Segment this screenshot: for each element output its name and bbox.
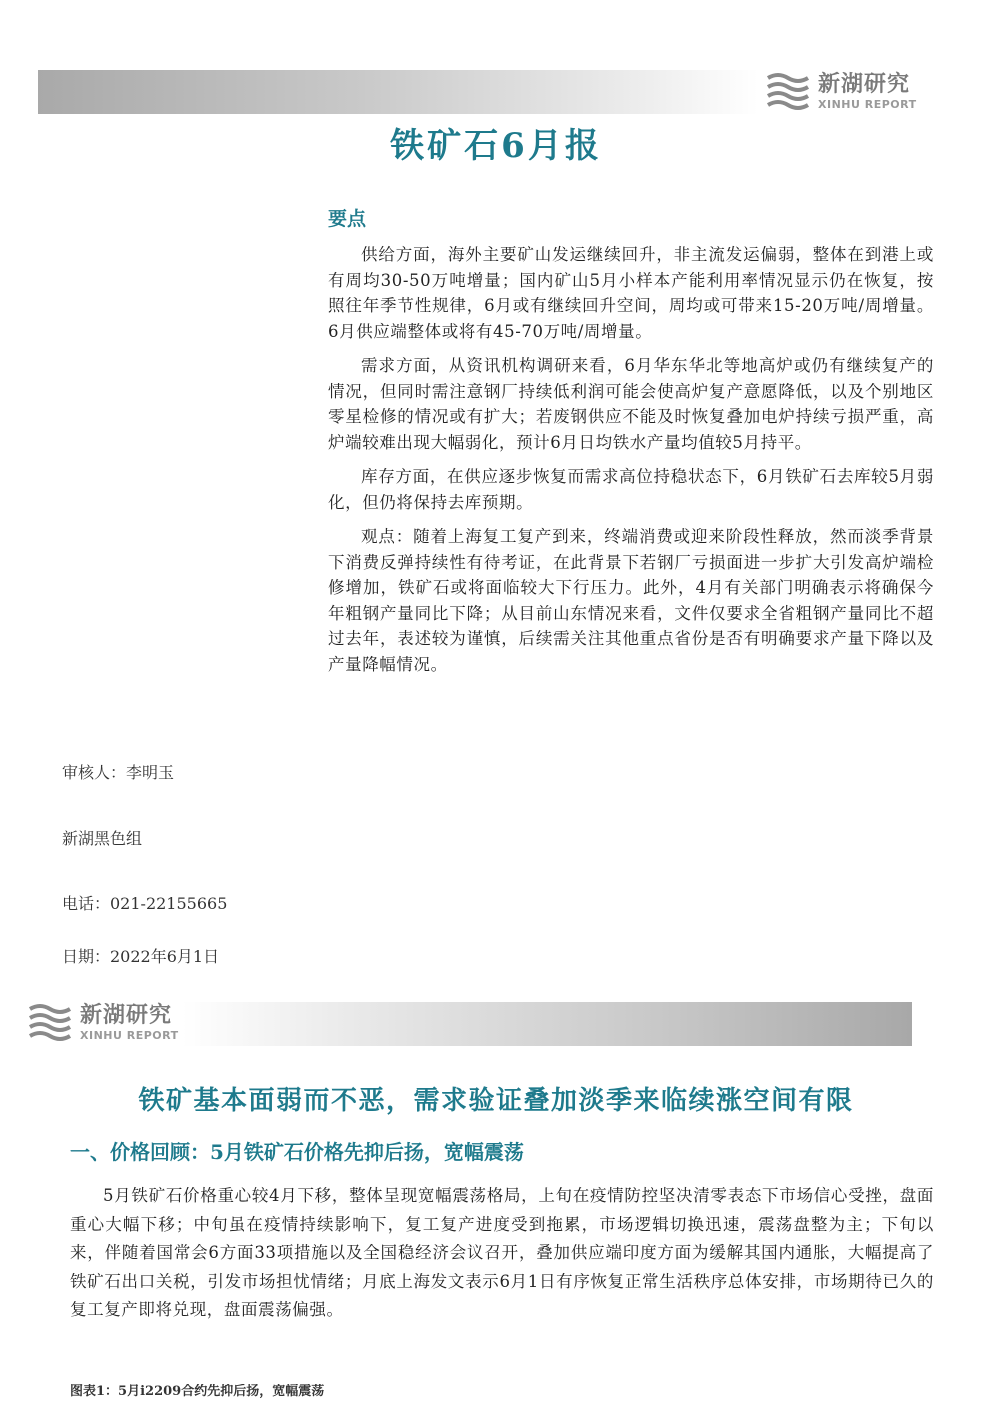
keypoint-demand: 需求方面，从资讯机构调研来看，6月华东华北等地高炉或仍有继续复产的情况，但同时需注意钢厂持续低利润可能会使高炉复产意愿降低，以及个别地区零星检修的情况或有扩大；若废钢供应不能及时恢复叠加电炉持续亏损严重，高炉端较难出现大幅弱化，预计6月日均铁水产量均值较5月持平。 (328, 356, 934, 452)
report-title: 铁矿石6月报 (390, 126, 602, 166)
phone-line: 电话：021-22155665 (62, 894, 228, 913)
waves-logo-icon (766, 72, 812, 112)
brand-name-en: XINHU REPORT (80, 1029, 179, 1042)
keypoints-heading: 要点 (328, 208, 367, 230)
figure-caption: 图表1：5月i2209合约先抑后扬，宽幅震荡 (70, 1384, 325, 1399)
keypoint-inventory: 库存方面，在供应逐步恢复而需求高位持稳状态下，6月铁矿石去库较5月弱化，但仍将保持去库预期。 (328, 467, 934, 512)
figure-caption-clipped (70, 1384, 670, 1403)
brand-name-cn: 新湖研究 (80, 1003, 173, 1028)
waves-logo-icon (28, 1003, 74, 1043)
date-line: 日期：2022年6月1日 (62, 947, 220, 966)
reviewer-line: 审核人：李明玉 (62, 763, 175, 782)
article-title: 铁矿基本面弱而不恶，需求验证叠加淡季来临续涨空间有限 (138, 1086, 854, 1116)
brand-logo-page2 (28, 1003, 179, 1043)
brand-logo (766, 72, 917, 112)
brand-name-cn: 新湖研究 (818, 72, 911, 97)
keypoints-body (328, 242, 934, 686)
group-line: 新湖黑色组 (62, 829, 143, 848)
section-heading: 一、价格回顾：5月铁矿石价格先抑后扬，宽幅震荡 (70, 1140, 524, 1164)
page-banner (182, 1002, 912, 1046)
section-body: 5月铁矿石价格重心较4月下移，整体呈现宽幅震荡格局，上旬在疫情防控坚决清零表态下市场信心受挫，盘面重心大幅下移；中旬虽在疫情持续影响下，复工复产进度受到拖累，市场逻辑切换迅速，震荡盘整为主；下旬以来，伴随着国常会6方面33项措施以及全国稳经济会议召开，叠加供应端印度方面为缓解其国内通胀，大幅提高了铁矿石出口关税，引发市场担忧情绪；月底上海发文表示6月1日有序恢复正常生活秩序总体安排，市场期待已久的复工复产即将兑现，盘面震荡偏强。 (70, 1186, 934, 1319)
keypoint-supply: 供给方面，海外主要矿山发运继续回升，非主流发运偏弱，整体在到港上或有周均30-50万吨增量；国内矿山5月小样本产能利用率情况显示仍在恢复，按照往年季节性规律，6月或有继续回升空间，周均或可带来15-20万吨/周增量。6月供应端整体或将有45-70万吨/周增量。 (328, 245, 934, 341)
header-banner (38, 70, 758, 114)
brand-name-en: XINHU REPORT (818, 98, 917, 111)
keypoint-view: 观点：随着上海复工复产到来，终端消费或迎来阶段性释放，然而淡季背景下消费反弹持续性有待考证，在此背景下若钢厂亏损面进一步扩大引发高炉端检修增加，铁矿石或将面临较大下行压力。此外，4月有关部门明确表示将确保今年粗钢产量同比下降；从目前山东情况来看，文件仅要求全省粗钢产量同比不超过去年，表述较为谨慎，后续需关注其他重点省份是否有明确要求产量下降以及产量降幅情况。 (328, 527, 934, 674)
